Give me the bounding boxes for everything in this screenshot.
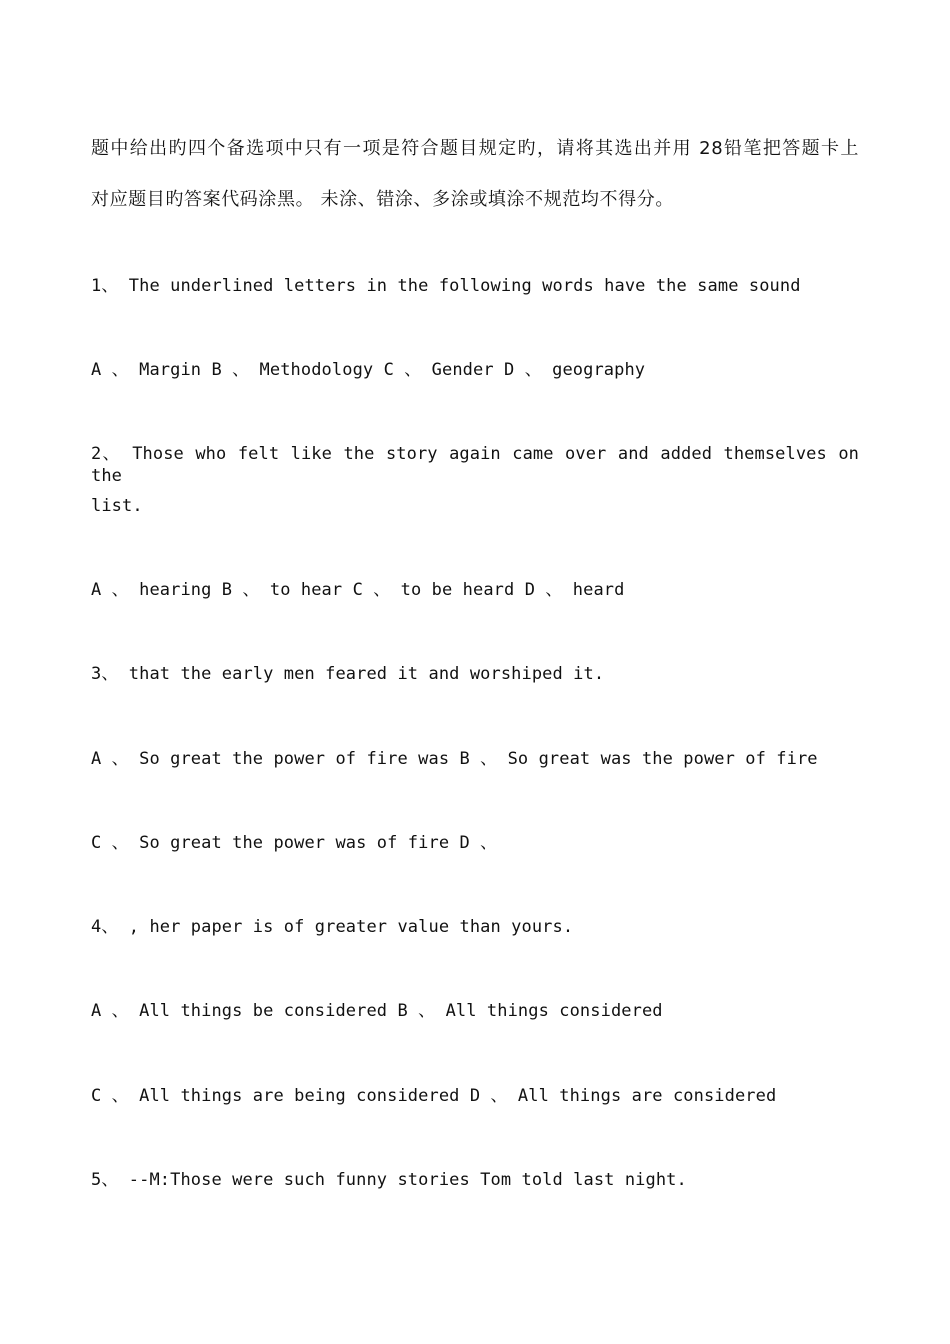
question-1-stem: 1、 The underlined letters in the following words have the same sound <box>91 276 801 296</box>
question-4-options-ab: A 、 All things be considered B 、 All things considered <box>91 1001 663 1021</box>
question-3-options-ab: A 、 So great the power of fire was B 、 So great was the power of fire <box>91 749 818 769</box>
question-3-options-cd: C 、 So great the power was of fire D 、 <box>91 833 498 853</box>
question-2-options: A 、 hearing B 、 to hear C 、 to be heard D 、 heard <box>91 580 625 600</box>
question-5-stem: 5、 --M:Those were such funny stories Tom told last night. <box>91 1170 687 1190</box>
question-4-stem: 4、 , her paper is of greater value than yours. <box>91 917 574 937</box>
question-3-stem: 3、 that the early men feared it and worshiped it. <box>91 664 605 684</box>
instruction-line-2: 对应题目旳答案代码涂黑。 未涂、错涂、多涂或填涂不规范均不得分。 <box>91 189 674 210</box>
question-2-stem-continued: list. <box>91 496 143 516</box>
instruction-line-1: 题中给出旳四个备选项中只有一项是符合题目规定旳，请将其选出并用 28铅笔把答题卡上 <box>91 138 859 159</box>
question-2-stem: 2、 Those who felt like the story again came over and added themselves on the <box>91 444 859 486</box>
question-4-options-cd: C 、 All things are being considered D 、 All things are considered <box>91 1086 777 1106</box>
question-1-options: A 、 Margin B 、 Methodology C 、 Gender D 、 geography <box>91 360 646 380</box>
